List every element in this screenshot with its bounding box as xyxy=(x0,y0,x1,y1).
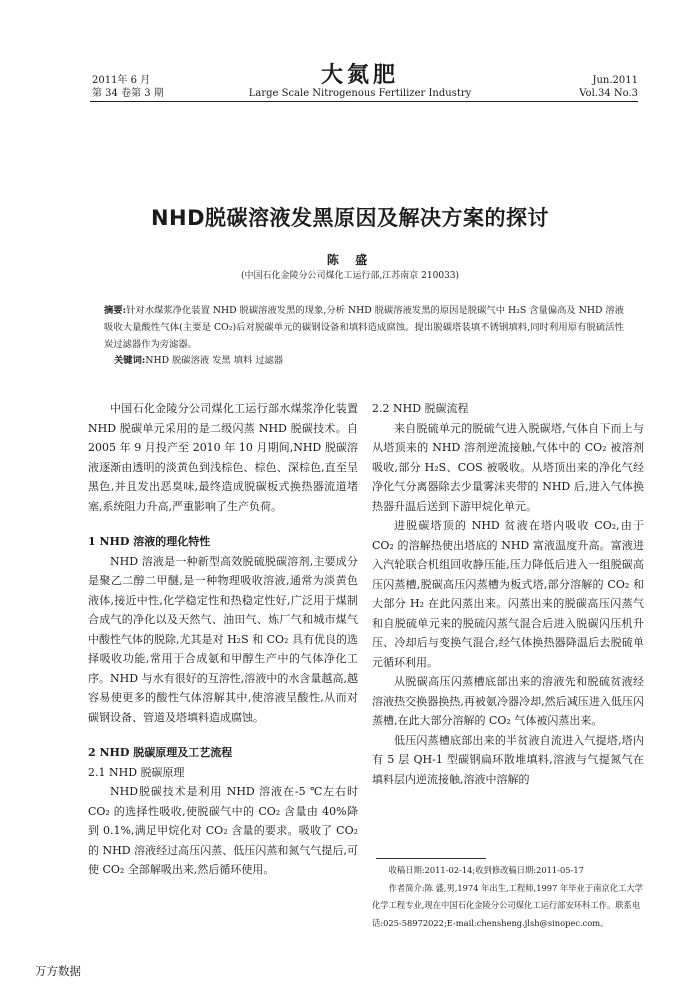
article-title: NHD脱碳溶液发黑原因及解决方案的探讨 xyxy=(150,206,550,230)
header-rule xyxy=(90,101,638,102)
keywords xyxy=(114,352,283,366)
header-date: 2011年 6 月 xyxy=(92,75,151,86)
abstract-label: 摘要: xyxy=(104,305,127,316)
section-2-2-paragraph-1: 来自脱硫单元的脱硫气进入脱碳塔,气体自下而上与从塔顶来的 NHD 溶剂逆流接触,气体中的 CO₂ 被溶剂吸收,部分 H₂S、COS 被吸收。从塔顶出来的净化气经净化气分离器除去少量雾沫夹带的 NHD 后,进入气体换热器升温后送到下游甲烷化单元。 xyxy=(372,421,644,513)
footnote-received-date: 收稿日期:2011-02-14;收到修改稿日期:2011-05-17 xyxy=(388,865,584,875)
section-1-paragraph: NHD 溶液是一种新型高效脱硫脱碳溶剂,主要成分是聚乙二醇二甲醚,是一种物理吸收溶液,通常为淡黄色液体,接近中性,化学稳定性和热稳定性好,广泛用于煤制合成气的净化以及天然气、油田气、炼厂气和城市煤气中酸性气体的脱除,尤其是对 H₂S 和 CO₂ 具有优良的选择吸收功能,常用于合成氨和甲醇生产中的气体净化工序。NHD 与水有很好的互溶性,溶液中的水含量越高,越容易使更多的酸性气体溶解其中,使溶液呈酸性,从而对碳钢设备、管道及塔填料造成腐蚀。 xyxy=(88,554,358,724)
abstract xyxy=(104,302,624,353)
header-volume: 第 34 卷第 3 期 xyxy=(92,88,164,99)
section-1-heading: 1 NHD 溶液的理化特性 xyxy=(88,535,211,548)
article-affiliation: (中国石化金陵分公司煤化工运行部,江苏南京 210033) xyxy=(240,271,460,281)
section-2-2-heading: 2.2 NHD 脱碳流程 xyxy=(372,402,469,415)
article-author: 陈 盛 xyxy=(326,253,374,267)
section-2-2-paragraph-4: 低压闪蒸槽底部出来的半贫液自流进入气提塔,塔内有 5 层 QH-1 型碳钢扁环散堆填料,溶液与气提氮气在填料层内逆流接触,溶液中溶解的 xyxy=(372,733,644,786)
section-2-2-paragraph-3: 从脱碳高压闪蒸槽底部出来的溶液先和脱硫贫液经溶液热交换器换热,再被氨冷器冷却,然后减压进入低压闪蒸槽,在此大部分溶解的 CO₂ 气体被闪蒸出来。 xyxy=(372,675,644,727)
wanfang-watermark: 万方数据 xyxy=(35,964,81,978)
journal-logo: 大氮肥 xyxy=(320,62,399,88)
header-date-en: Jun.2011 xyxy=(592,75,638,86)
header-issue-info xyxy=(92,74,164,100)
left-column xyxy=(88,399,358,880)
footnote-rule xyxy=(376,858,486,859)
right-column xyxy=(372,399,644,789)
journal-masthead xyxy=(240,62,480,100)
footnote-author-bio: 作者简介:陈 盛,男,1974 年出生,工程师,1997 年毕业于南京化工大学化学工程专业,现在中国石化金陵分公司煤化工运行部安环科工作。联系电话:025-58972022;E-mail:chensheng.jlsh@sinopec.com。 xyxy=(372,882,643,928)
header-issue-info-en xyxy=(579,74,638,100)
section-2-2-paragraph-2: 进脱碳塔顶的 NHD 贫液在塔内吸收 CO₂,由于 CO₂ 的溶解热使出塔底的 NHD 富液温度升高。富液进入汽轮联合机组回收静压能,压力降低后进入一组脱碳高压闪蒸槽,脱碳高压闪蒸槽为板式塔,部分溶解的 CO₂ 和大部分 H₂ 在此闪蒸出来。闪蒸出来的脱碳高压闪蒸气和自脱硫单元来的脱硫闪蒸气混合后进入脱碳闪压机升压、冷却后与变换气混合,经气体换热器降温后去脱硫单元循环利用。 xyxy=(372,519,644,669)
journal-english-name: Large Scale Nitrogenous Fertilizer Industry xyxy=(248,88,472,99)
keywords-text: NHD 脱碳溶液 发黑 填料 过滤器 xyxy=(145,355,284,366)
section-2-heading: 2 NHD 脱碳原理及工艺流程 xyxy=(88,746,233,759)
section-2-1-paragraph: NHD脱碳技术是利用 NHD 溶液在-5 ℃左右时 CO₂ 的选择性吸收,使脱碳气中的 CO₂ 含量由 40%降到 0.1%,满足甲烷化对 CO₂ 含量的要求。吸收了 CO₂ 的 NHD 溶液经过高压闪蒸、低压闪蒸和氮气气提后,可使 CO₂ 全部解吸出来,然后循环使用。 xyxy=(88,785,358,876)
intro-paragraph: 中国石化金陵分公司煤化工运行部水煤浆净化装置 NHD 脱碳单元采用的是二级闪蒸 NHD 脱碳技术。自 2005 年 9 月投产至 2010 年 10 月期间,NHD 脱碳溶液逐渐由透明的淡黄色到浅棕色、棕色、深棕色,直至呈黑色,并且发出恶臭味,最终造成脱碳板式换热器流道堵塞,系统阻力升高,严重影响了生产负荷。 xyxy=(88,402,358,513)
abstract-text: 针对水煤浆净化装置 NHD 脱碳溶液发黑的现象,分析 NHD 脱碳溶液发黑的原因是脱碳气中 H₂S 含量偏高及 NHD 溶液吸收大量酸性气体(主要是 CO₂)后对脱碳单元的碳钢设备和填料造成腐蚀。提出脱碳塔装填不锈钢填料,同时利用原有脱硫活性炭过滤器作为旁滤器。 xyxy=(104,305,624,350)
footnote xyxy=(372,862,644,932)
section-2-1-heading: 2.1 NHD 脱碳原理 xyxy=(88,765,185,779)
header-volume-en: Vol.34 No.3 xyxy=(579,88,638,99)
keywords-label: 关键词: xyxy=(114,355,146,366)
